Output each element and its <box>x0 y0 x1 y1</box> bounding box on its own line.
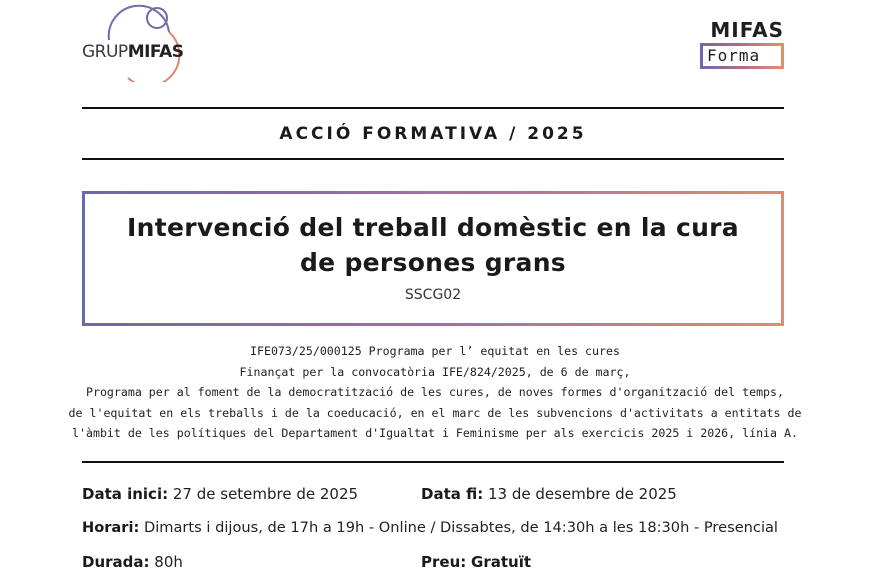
section-title: ACCIÓ FORMATIVA / 2025 <box>279 124 587 144</box>
end-date-label: Data fi: <box>421 485 484 503</box>
duration <box>82 553 183 571</box>
start-date <box>82 485 358 503</box>
mifas-forma-logo <box>700 18 784 69</box>
start-date-value: 27 de setembre de 2025 <box>172 485 359 503</box>
course-code: SSCG02 <box>404 287 462 303</box>
schedule-label: Horari: <box>82 519 140 536</box>
mifas-forma-top: MIFAS <box>710 18 784 42</box>
duration-label: Durada: <box>82 553 150 571</box>
price <box>421 553 531 571</box>
funding-line2: Finançat per la convocatòria IFE/824/2025, de 6 de març, <box>239 364 631 379</box>
funding-line5: l'àmbit de les polítiques del Departament d'Igualtat i Feminisme per als exercicis 2025 i 2026, línia A. <box>72 426 798 440</box>
mifas-forma-box: Forma <box>700 43 784 69</box>
course-title-line1: Intervenció del treball domèstic en la cura <box>127 213 739 242</box>
schedule-value: Dimarts i dijous, de 17h a 19h - Online / Dissabtes, de 14:30h a les 18:30h - Presencial <box>143 519 778 536</box>
course-box <box>82 191 784 326</box>
price-label: Preu: <box>421 553 467 571</box>
duration-value: 80h <box>154 553 183 571</box>
price-value: Gratuït <box>471 553 532 571</box>
schedule <box>82 519 778 536</box>
funding-line3: Programa per al foment de la democratització de les cures, de noves formes d'organització del temps, <box>85 385 784 399</box>
grupmifas-wordmark: GRUPMIFAS <box>82 42 184 62</box>
divider-details <box>82 461 784 463</box>
course-title <box>85 210 781 280</box>
end-date-value: 13 de desembre de 2025 <box>488 485 677 503</box>
course-title-line2: de persones grans <box>299 248 566 277</box>
funding-line1: IFE073/25/000125 Programa per l’ equitat en les cures <box>250 344 620 358</box>
end-date <box>421 485 677 503</box>
start-date-label: Data inici: <box>82 485 169 503</box>
funding-line4: de l'equitat en els treballs i de la coeducació, en el marc de les subvencions d'activitats a entitats de <box>68 405 802 420</box>
funding-text <box>60 341 810 444</box>
divider-top <box>82 107 784 109</box>
divider-under-title <box>82 158 784 160</box>
grupmifas-logo <box>82 4 197 82</box>
